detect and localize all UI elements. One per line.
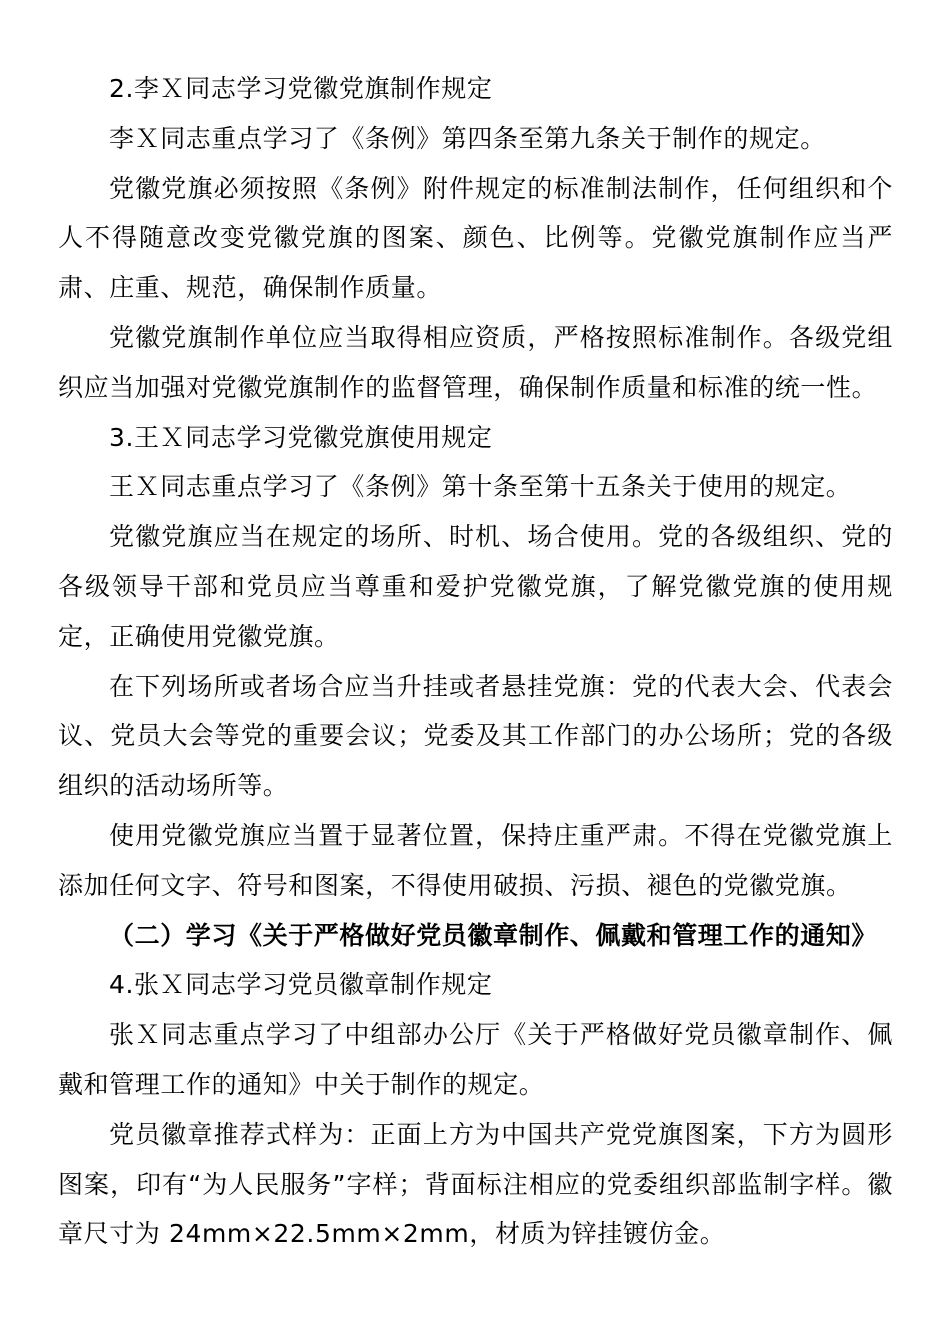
subheading-zhang: 4.张Ｘ同志学习党员徽章制作规定: [109, 970, 493, 1000]
paragraph: 张Ｘ同志重点学习了中组部办公厅《关于严格做好党员徽章制作、佩戴和管理工作的通知》中关于制作的规定。: [58, 1020, 893, 1099]
paragraph: 党员徽章推荐式样为：正面上方为中国共产党党旗图案，下方为圆形图案，印有“为人民服务”字样；背面标注相应的党委组织部监制字样。徽章尺寸为 24mm×22.5mm×2mm，材质为锌挂镀仿金。: [58, 1119, 893, 1249]
paragraph: 使用党徽党旗应当置于显著位置，保持庄重严肃。不得在党徽党旗上添加任何文字、符号和图案，不得使用破损、污损、褪色的党徽党旗。: [58, 820, 893, 900]
section-heading: （二）学习《关于严格做好党员徽章制作、佩戴和管理工作的通知》: [109, 920, 878, 950]
paragraph: 党徽党旗应当在规定的场所、时机、场合使用。党的各级组织、党的各级领导干部和党员应当尊重和爱护党徽党旗，了解党徽党旗的使用规定，正确使用党徽党旗。: [58, 522, 893, 651]
document-page: [58, 64, 893, 1259]
paragraph: 党徽党旗制作单位应当取得相应资质，严格按照标准制作。各级党组织应当加强对党徽党旗制作的监督管理，确保制作质量和标准的统一性。: [58, 322, 893, 402]
paragraph: 李Ｘ同志重点学习了《条例》第四条至第九条关于制作的规定。: [109, 123, 826, 153]
subheading-li: 2.李Ｘ同志学习党徽党旗制作规定: [109, 74, 493, 103]
paragraph: 党徽党旗必须按照《条例》附件规定的标准制法制作，任何组织和个人不得随意改变党徽党旗的图案、颜色、比例等。党徽党旗制作应当严肃、庄重、规范，确保制作质量。: [58, 173, 893, 303]
paragraph: 王Ｘ同志重点学习了《条例》第十条至第十五条关于使用的规定。: [109, 472, 852, 502]
subheading-wang: 3.王Ｘ同志学习党徽党旗使用规定: [109, 422, 493, 452]
paragraph: 在下列场所或者场合应当升挂或者悬挂党旗：党的代表大会、代表会议、党员大会等党的重要会议；党委及其工作部门的办公场所；党的各级组织的活动场所等。: [58, 671, 893, 801]
